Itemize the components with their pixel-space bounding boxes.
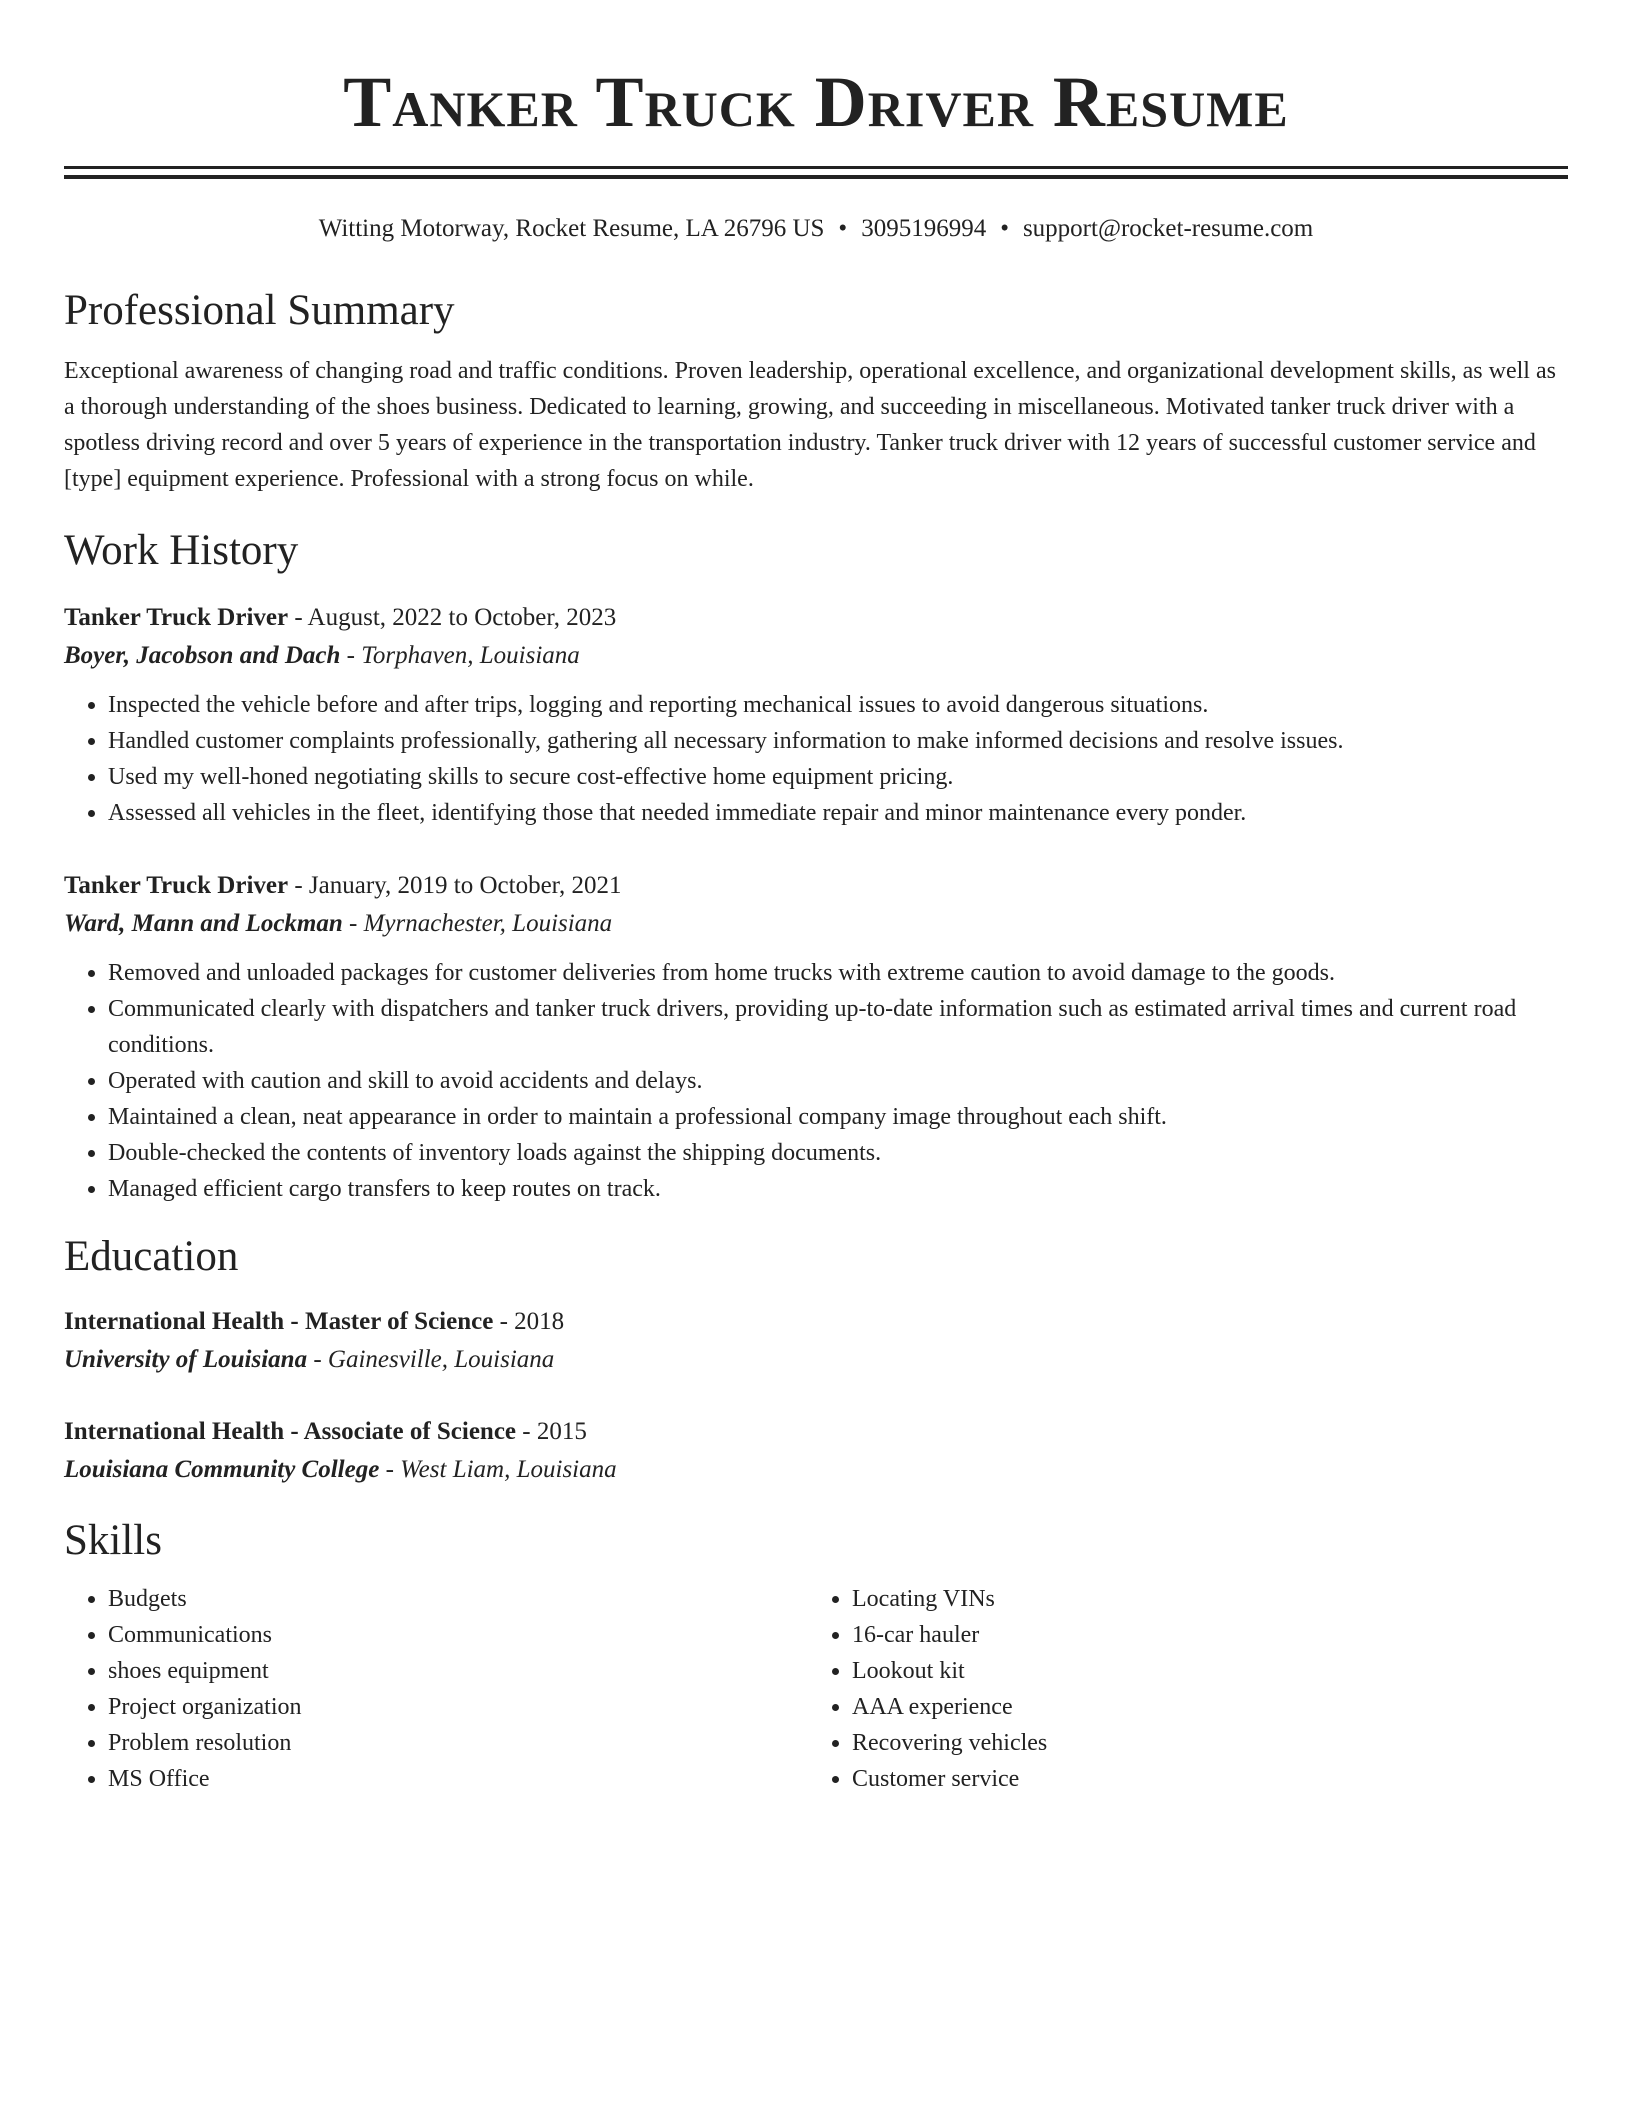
summary-text: Exceptional awareness of changing road and traffic conditions. Proven leadership, operational excellence, and organizational development skills, as well as a thorough understanding of the shoes business. Dedicated to learning, growing, and succeeding in miscellaneous. Motivated tanker truck driver with a spotless driving record and over 5 years of experience in the transportation industry. Tanker truck driver with 12 years of successful customer service and [type] equipment experience. Professional with a strong focus on while. bbox=[64, 358, 1556, 492]
degree-year: - 2018 bbox=[493, 1308, 565, 1335]
degree: International Health - Master of Science bbox=[64, 1308, 494, 1335]
list-item: • Used my well-honed negotiating skills to secure cost-effective home equipment pricing. bbox=[108, 759, 1568, 795]
skills-list-right bbox=[808, 1581, 1452, 1797]
job-location: - Myrnachester, Louisiana bbox=[342, 910, 613, 937]
page-title: Tanker Truck Driver Resume bbox=[343, 62, 1289, 142]
contact-phone: 3095196994 bbox=[861, 215, 987, 242]
list-item: • shoes equipment bbox=[108, 1653, 808, 1689]
list-item: • Handled customer complaints professionally, gathering all necessary information to make informed decisions and resolve issues. bbox=[108, 723, 1568, 759]
degree: International Health - Associate of Science bbox=[64, 1418, 517, 1445]
education-entry bbox=[64, 1413, 1568, 1489]
degree-year: - 2015 bbox=[516, 1418, 587, 1445]
list-item: • Managed efficient cargo transfers to keep routes on track. bbox=[108, 1171, 1568, 1207]
list-item: • Double-checked the contents of inventory loads against the shipping documents. bbox=[108, 1135, 1568, 1171]
job-entry bbox=[64, 599, 1568, 831]
degree-line bbox=[64, 1303, 1568, 1341]
contact-email: support@rocket-resume.com bbox=[1022, 215, 1314, 242]
job-dates: - August, 2022 to October, 2023 bbox=[288, 604, 617, 631]
list-item: • Locating VINs bbox=[852, 1581, 1452, 1617]
list-item: • Project organization bbox=[108, 1689, 808, 1725]
list-item: • AAA experience bbox=[852, 1689, 1452, 1725]
summary-heading: Professional Summary bbox=[64, 287, 455, 334]
job-location: - Torphaven, Louisiana bbox=[340, 642, 580, 669]
work-history-heading: Work History bbox=[64, 527, 299, 574]
list-item: • Operated with caution and skill to avoid accidents and delays. bbox=[108, 1063, 1568, 1099]
job-duties-list bbox=[64, 687, 1568, 831]
job-entry bbox=[64, 867, 1568, 1207]
job-company-line bbox=[64, 637, 1568, 675]
job-title-line bbox=[64, 867, 1568, 905]
contact-separator: • bbox=[838, 215, 848, 242]
list-item: • Problem resolution bbox=[108, 1725, 808, 1761]
education-entry bbox=[64, 1303, 1568, 1379]
list-item: • Recovering vehicles bbox=[852, 1725, 1452, 1761]
list-item: • Lookout kit bbox=[852, 1653, 1452, 1689]
job-company: Ward, Mann and Lockman bbox=[64, 910, 343, 937]
degree-line bbox=[64, 1413, 1568, 1451]
job-title: Tanker Truck Driver bbox=[64, 872, 289, 899]
school: University of Louisiana bbox=[64, 1346, 308, 1373]
list-item: • MS Office bbox=[108, 1761, 808, 1797]
list-item: • Inspected the vehicle before and after trips, logging and reporting mechanical issues to avoid dangerous situations. bbox=[108, 687, 1568, 723]
skills-heading: Skills bbox=[64, 1517, 162, 1564]
title-divider-top bbox=[64, 166, 1568, 169]
job-dates: - January, 2019 to October, 2021 bbox=[288, 872, 622, 899]
school: Louisiana Community College bbox=[64, 1456, 380, 1483]
list-item: • Communicated clearly with dispatchers and tanker truck drivers, providing up-to-date information such as estimated arrival times and current road conditions. bbox=[108, 991, 1568, 1063]
job-company-line bbox=[64, 905, 1568, 943]
list-item: • Assessed all vehicles in the fleet, identifying those that needed immediate repair and minor maintenance every ponder. bbox=[108, 795, 1568, 831]
skills-list-left bbox=[64, 1581, 808, 1797]
contact-line bbox=[64, 213, 1568, 245]
list-item: • Customer service bbox=[852, 1761, 1452, 1797]
job-company: Boyer, Jacobson and Dach bbox=[64, 642, 341, 669]
school-location: - Gainesville, Louisiana bbox=[307, 1346, 555, 1373]
school-line bbox=[64, 1451, 1568, 1489]
list-item: • Communications bbox=[108, 1617, 808, 1653]
list-item: • 16-car hauler bbox=[852, 1617, 1452, 1653]
school-location: - West Liam, Louisiana bbox=[379, 1456, 617, 1483]
list-item: • Removed and unloaded packages for customer deliveries from home trucks with extreme caution to avoid damage to the goods. bbox=[108, 955, 1568, 991]
job-title-line bbox=[64, 599, 1568, 637]
list-item: • Maintained a clean, neat appearance in order to maintain a professional company image throughout each shift. bbox=[108, 1099, 1568, 1135]
contact-address: Witting Motorway, Rocket Resume, LA 26796 US bbox=[318, 215, 825, 242]
list-item: • Budgets bbox=[108, 1581, 808, 1617]
skills-columns bbox=[64, 1581, 1568, 1797]
contact-separator: • bbox=[1000, 215, 1009, 242]
title-divider-bottom bbox=[64, 175, 1568, 179]
job-title: Tanker Truck Driver bbox=[64, 604, 289, 631]
job-duties-list bbox=[64, 955, 1568, 1207]
education-heading: Education bbox=[64, 1233, 239, 1280]
school-line bbox=[64, 1341, 1568, 1379]
